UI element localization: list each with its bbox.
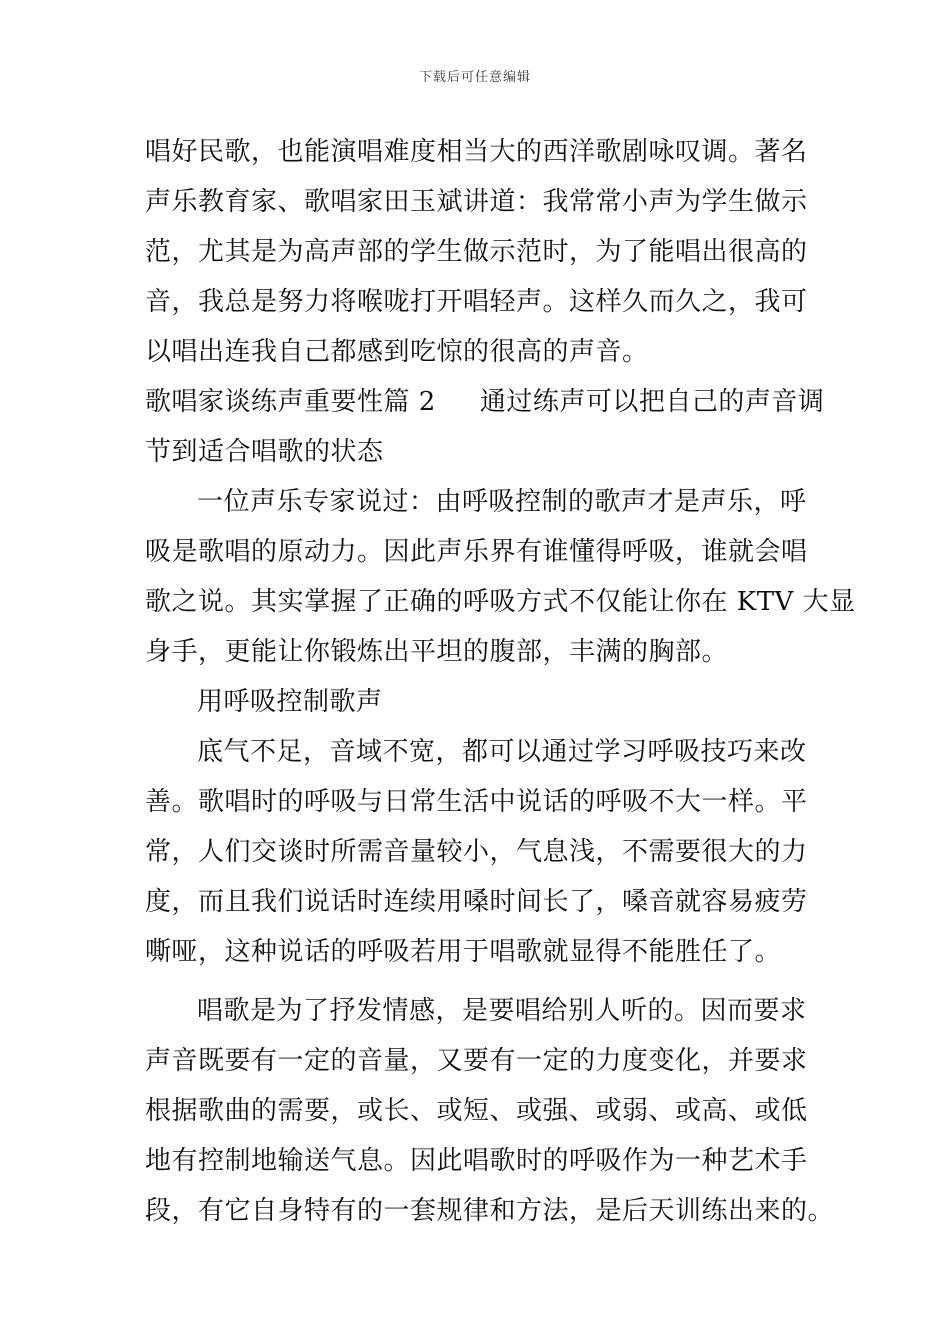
paragraph-3-line-1: 底气不足，音域不宽，都可以通过学习呼吸技巧来改 <box>197 737 807 767</box>
paragraph-4-line-4: 地有控制地输送气息。因此唱歌时的呼吸作为一种艺术手 <box>145 1146 808 1176</box>
paragraph-1-line-1: 唱好民歌，也能演唱难度相当大的西洋歌剧咏叹调。著名 <box>145 137 808 167</box>
paragraph-4-line-5: 段，有它自身特有的一套规律和方法，是后天训练出来的。 <box>145 1196 835 1226</box>
paragraph-1-line-2: 声乐教育家、歌唱家田玉斌讲道：我常常小声为学生做示 <box>145 187 808 217</box>
subheading: 用呼吸控制歌声 <box>197 687 383 717</box>
paragraph-3-line-3: 常，人们交谈时所需音量较小，气息浅，不需要很大的力 <box>145 837 808 867</box>
paragraph-3-line-2: 善。歌唱时的呼吸与日常生活中说话的呼吸不大一样。平 <box>145 787 808 817</box>
paragraph-2-line-4: 身手，更能让你锻炼出平坦的腹部，丰满的胸部。 <box>145 637 729 667</box>
page-header: 下载后可任意编辑 <box>418 70 531 85</box>
paragraph-3-line-4: 度，而且我们说话时连续用嗓时间长了，嗓音就容易疲劳 <box>145 887 808 917</box>
section-title-continuation: 通过练声可以把自己的声音调 <box>479 387 825 417</box>
section-title <box>145 387 824 417</box>
paragraph-1-line-5: 以唱出连我自己都感到吃惊的很高的声音。 <box>145 337 649 367</box>
paragraph-3-line-5: 嘶哑，这种说话的呼吸若用于唱歌就显得不能胜任了。 <box>145 937 782 967</box>
paragraph-2-line-1: 一位声乐专家说过：由呼吸控制的歌声才是声乐，呼 <box>197 487 807 517</box>
paragraph-2-line-3: 歌之说。其实掌握了正确的呼吸方式不仅能让你在 KTV 大显 <box>145 587 856 617</box>
paragraph-1-line-3: 范，尤其是为高声部的学生做示范时，为了能唱出很高的 <box>145 237 808 267</box>
paragraph-4-line-1: 唱歌是为了抒发情感，是要唱给别人听的。因而要求 <box>197 996 807 1026</box>
paragraph-2-line-2: 吸是歌唱的原动力。因此声乐界有谁懂得呼吸，谁就会唱 <box>145 537 808 567</box>
paragraph-4-line-2: 声音既要有一定的音量，又要有一定的力度变化，并要求 <box>145 1046 808 1076</box>
paragraph-4-line-3: 根据歌曲的需要，或长、或短、或强、或弱、或高、或低 <box>145 1096 808 1126</box>
paragraph-1-line-4: 音，我总是努力将喉咙打开唱轻声。这样久而久之，我可 <box>145 287 808 317</box>
section-title-text: 歌唱家谈练声重要性篇 2 <box>145 387 436 417</box>
section-title-line-2: 节到适合唱歌的状态 <box>145 437 384 467</box>
